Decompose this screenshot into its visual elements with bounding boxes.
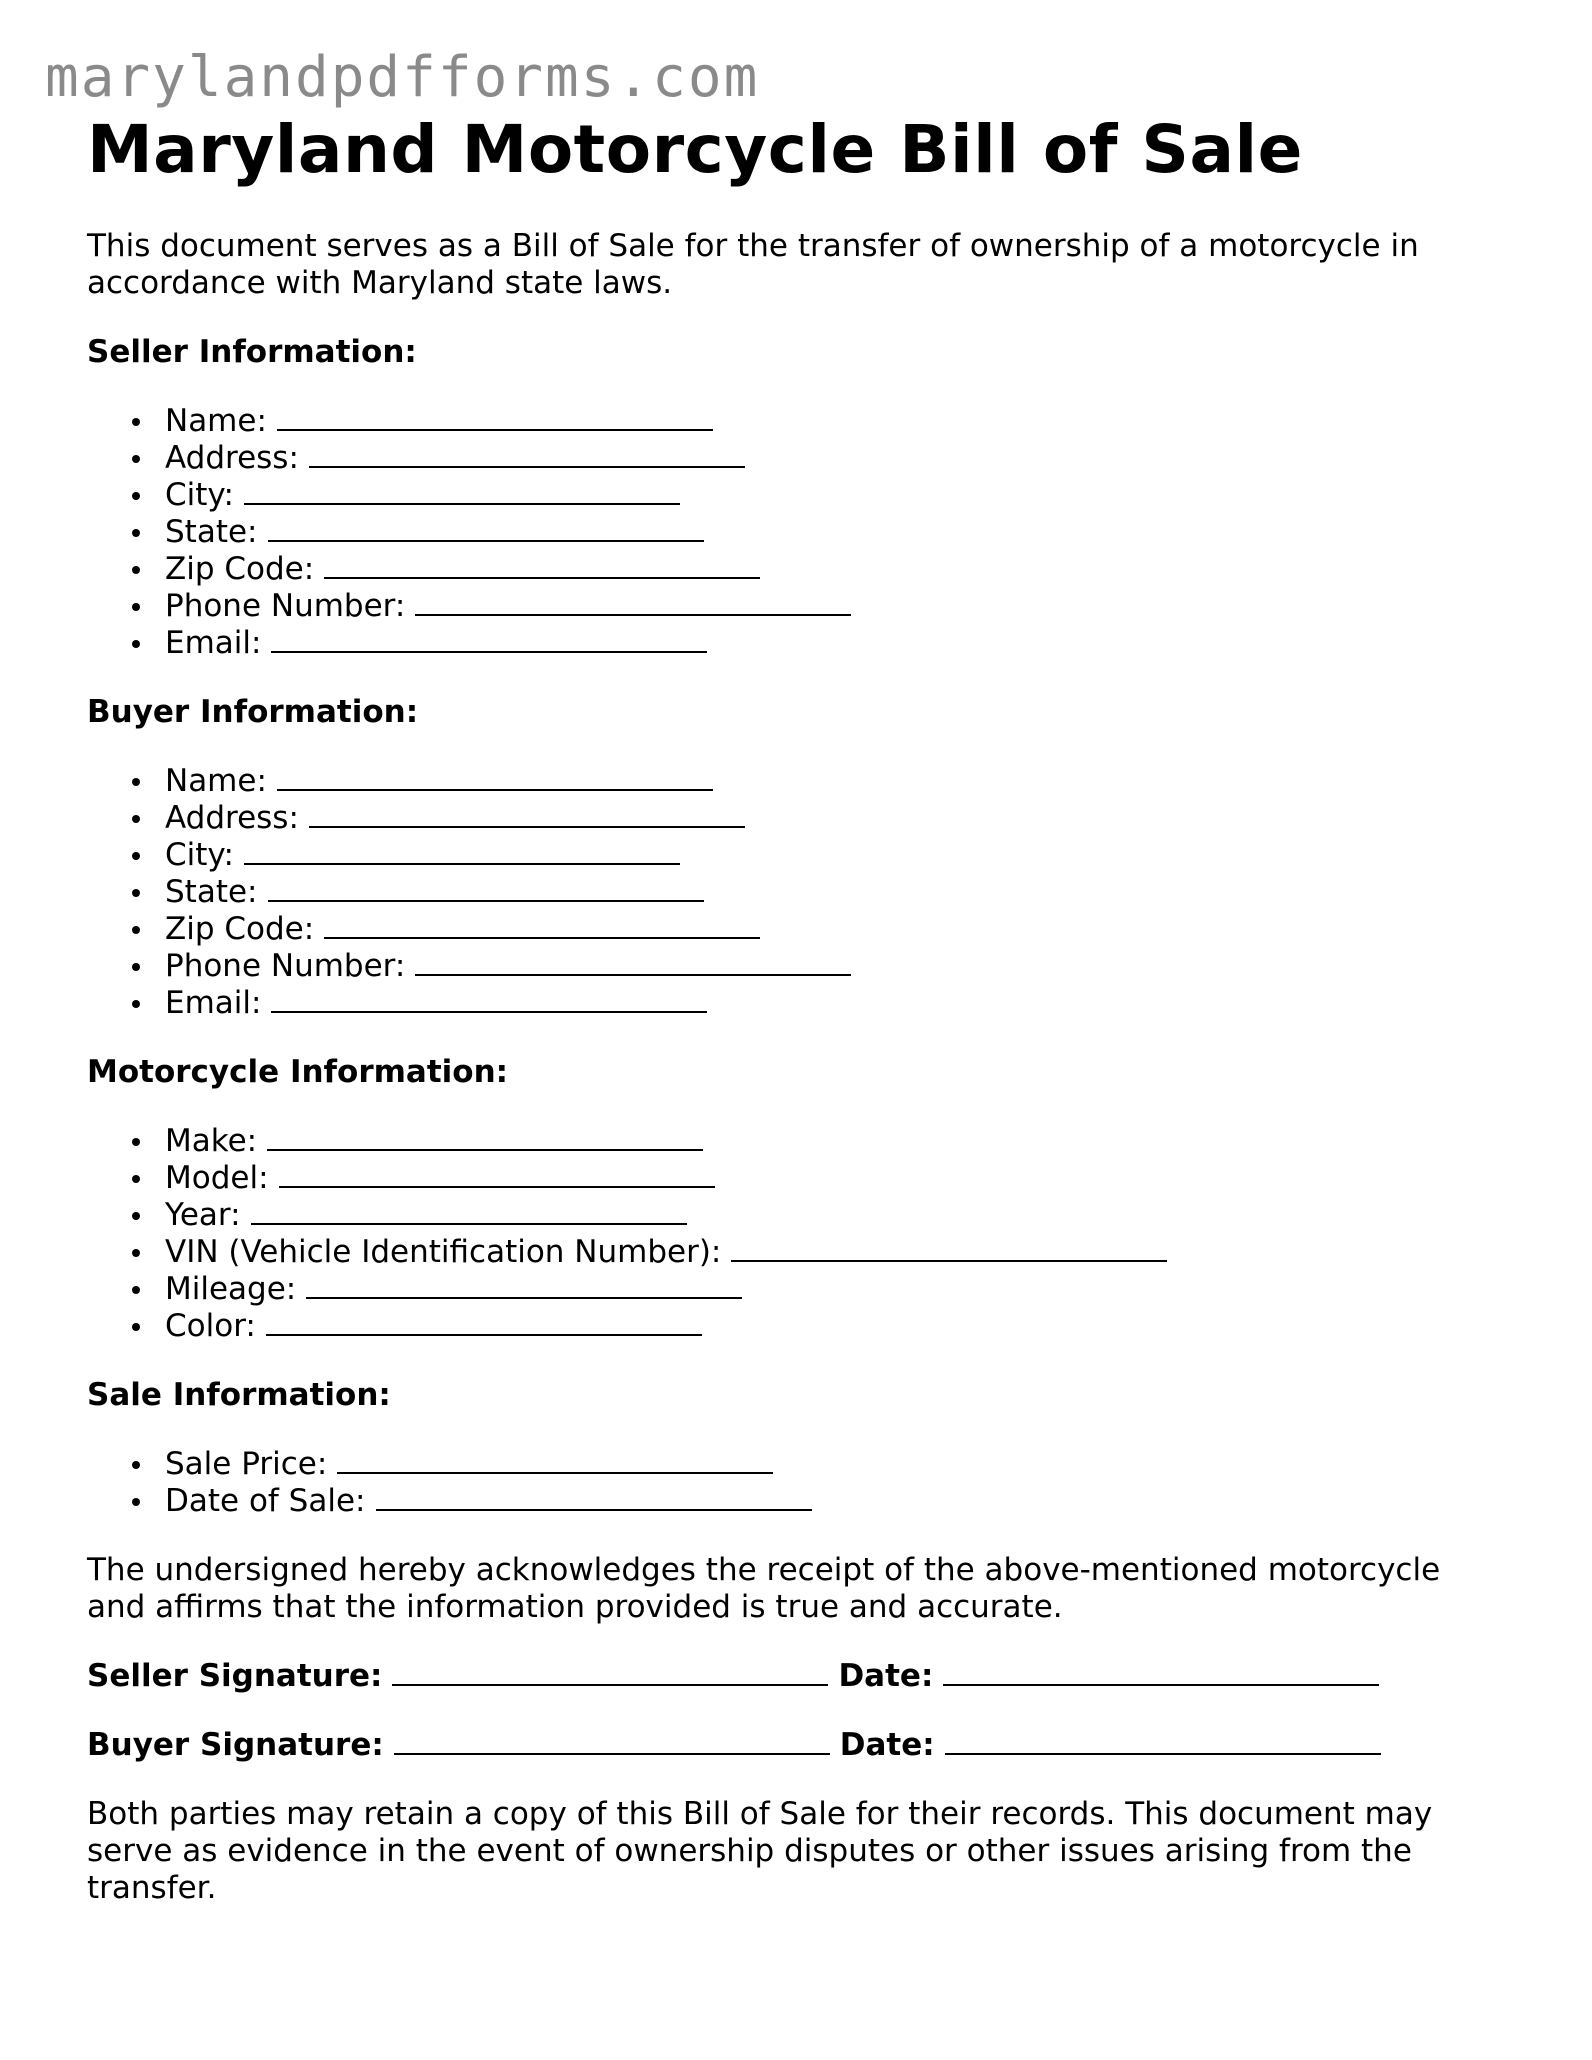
sale-date-input[interactable]	[376, 1483, 812, 1511]
seller-city-input[interactable]	[244, 477, 680, 505]
field-label: Zip Code:	[165, 911, 315, 947]
field-label: State:	[165, 514, 258, 550]
seller-phone-input[interactable]	[415, 588, 851, 616]
field-label: Date of Sale:	[165, 1483, 366, 1519]
field-label: Sale Price:	[165, 1446, 328, 1482]
field-label: Address:	[165, 800, 299, 836]
seller-city-field	[165, 477, 1507, 514]
buyer-phone-input[interactable]	[415, 948, 851, 976]
motorcycle-vin-field	[165, 1234, 1507, 1271]
motorcycle-mileage-input[interactable]	[306, 1271, 742, 1299]
motorcycle-year-input[interactable]	[251, 1197, 687, 1225]
sale-field-list	[87, 1446, 1507, 1520]
sale-price-input[interactable]	[337, 1446, 773, 1474]
buyer-state-field	[165, 874, 1507, 911]
seller-field-list	[87, 403, 1507, 662]
buyer-signature-label: Buyer Signature:	[87, 1727, 384, 1763]
buyer-phone-field	[165, 948, 1507, 985]
motorcycle-field-list	[87, 1123, 1507, 1345]
buyer-name-input[interactable]	[277, 763, 713, 791]
field-label: Year:	[165, 1197, 241, 1233]
seller-email-input[interactable]	[271, 625, 707, 653]
field-label: Address:	[165, 440, 299, 476]
closing-paragraph: Both parties may retain a copy of this Bill of Sale for their records. This document may serve as evidence in the event of ownership disputes or other issues arising from the transfer.	[87, 1796, 1433, 1906]
sale-date-field	[165, 1483, 1507, 1520]
buyer-date-input[interactable]	[945, 1727, 1381, 1755]
seller-date-input[interactable]	[943, 1658, 1379, 1686]
field-label: City:	[165, 837, 234, 873]
sale-price-field	[165, 1446, 1507, 1483]
page-title: Maryland Motorcycle Bill of Sale	[87, 111, 1303, 188]
seller-name-input[interactable]	[277, 403, 713, 431]
field-label: Email:	[165, 985, 262, 1021]
document-body	[87, 110, 1507, 1939]
seller-state-field	[165, 514, 1507, 551]
buyer-state-input[interactable]	[268, 874, 704, 902]
motorcycle-model-field	[165, 1160, 1507, 1197]
seller-name-field	[165, 403, 1507, 440]
motorcycle-make-field	[165, 1123, 1507, 1160]
watermark: marylandpdfforms.com	[45, 45, 760, 110]
buyer-city-field	[165, 837, 1507, 874]
field-label: Make:	[165, 1123, 258, 1159]
buyer-field-list	[87, 763, 1507, 1022]
sale-section-heading: Sale Information:	[87, 1377, 391, 1413]
buyer-signature-input[interactable]	[394, 1727, 830, 1755]
buyer-signature-row	[87, 1727, 1507, 1764]
seller-phone-field	[165, 588, 1507, 625]
seller-section-heading: Seller Information:	[87, 334, 417, 370]
motorcycle-color-field	[165, 1308, 1507, 1345]
buyer-name-field	[165, 763, 1507, 800]
field-label: Email:	[165, 625, 262, 661]
field-label: Phone Number:	[165, 588, 406, 624]
seller-zip-field	[165, 551, 1507, 588]
buyer-zip-input[interactable]	[324, 911, 760, 939]
buyer-date-label: Date:	[839, 1727, 935, 1763]
seller-signature-input[interactable]	[392, 1658, 828, 1686]
buyer-email-field	[165, 985, 1507, 1022]
field-label: Name:	[165, 763, 267, 799]
field-label: Phone Number:	[165, 948, 406, 984]
field-label: Color:	[165, 1308, 256, 1344]
motorcycle-make-input[interactable]	[267, 1123, 703, 1151]
buyer-address-field	[165, 800, 1507, 837]
buyer-address-input[interactable]	[309, 800, 745, 828]
motorcycle-section-heading: Motorcycle Information:	[87, 1054, 509, 1090]
motorcycle-mileage-field	[165, 1271, 1507, 1308]
field-label: Mileage:	[165, 1271, 297, 1307]
buyer-zip-field	[165, 911, 1507, 948]
field-label: City:	[165, 477, 234, 513]
acknowledgement-paragraph: The undersigned hereby acknowledges the receipt of the above-mentioned motorcycle and affirms that the information provided is true and accurate.	[87, 1552, 1441, 1625]
field-label: State:	[165, 874, 258, 910]
intro-paragraph: This document serves as a Bill of Sale for the transfer of ownership of a motorcycle in accordance with Maryland state laws.	[87, 228, 1419, 301]
seller-zip-input[interactable]	[324, 551, 760, 579]
seller-address-input[interactable]	[309, 440, 745, 468]
buyer-email-input[interactable]	[271, 985, 707, 1013]
field-label: Model:	[165, 1160, 269, 1196]
field-label: VIN (Vehicle Identification Number):	[165, 1234, 722, 1270]
seller-signature-label: Seller Signature:	[87, 1658, 383, 1694]
motorcycle-year-field	[165, 1197, 1507, 1234]
seller-address-field	[165, 440, 1507, 477]
field-label: Name:	[165, 403, 267, 439]
motorcycle-model-input[interactable]	[279, 1160, 715, 1188]
motorcycle-vin-input[interactable]	[731, 1234, 1167, 1262]
seller-date-label: Date:	[838, 1658, 934, 1694]
buyer-city-input[interactable]	[244, 837, 680, 865]
buyer-section-heading: Buyer Information:	[87, 694, 419, 730]
field-label: Zip Code:	[165, 551, 315, 587]
seller-email-field	[165, 625, 1507, 662]
motorcycle-color-input[interactable]	[266, 1308, 702, 1336]
seller-state-input[interactable]	[268, 514, 704, 542]
seller-signature-row	[87, 1658, 1507, 1695]
